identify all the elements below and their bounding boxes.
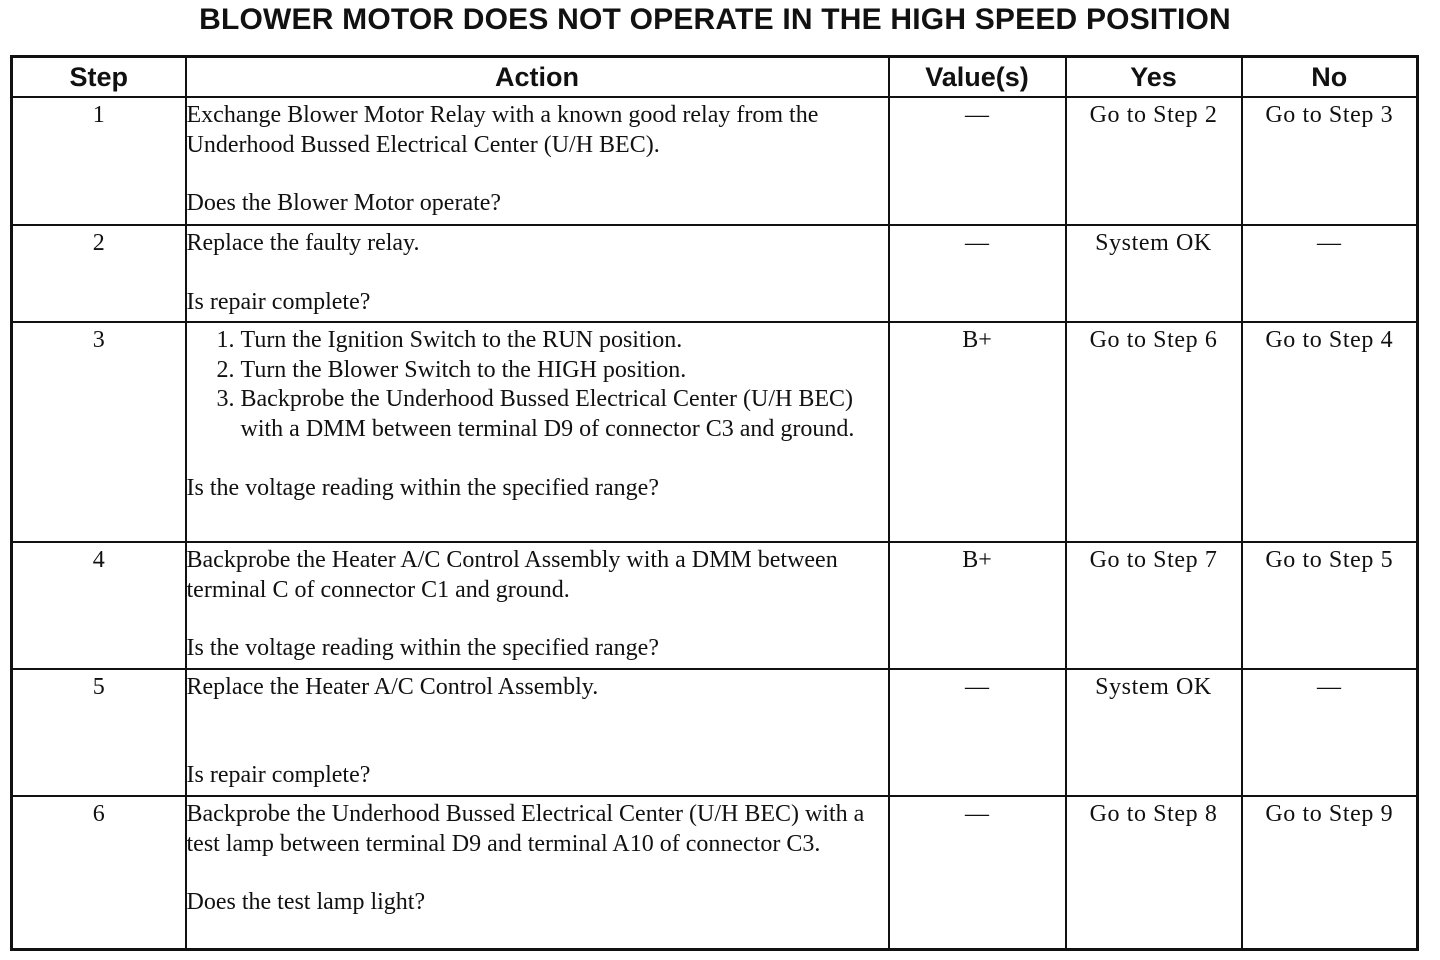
- step-number: 4: [12, 542, 186, 669]
- no-cell: Go to Step 4: [1242, 322, 1418, 542]
- column-header-yes: Yes: [1066, 57, 1242, 98]
- yes-cell: Go to Step 2: [1066, 97, 1242, 225]
- no-cell: —: [1242, 225, 1418, 322]
- action-text: Exchange Blower Motor Relay with a known good relay from the Underhood Bussed Electrical Center (U/H BEC).: [186, 102, 819, 158]
- page-title: BLOWER MOTOR DOES NOT OPERATE IN THE HIGH SPEED POSITION: [199, 3, 1231, 36]
- step-number: 5: [12, 669, 186, 796]
- action-list-item: 1. Turn the Ignition Switch to the RUN position.: [241, 326, 888, 356]
- action-text: Backprobe the Underhood Bussed Electrical Center (U/H BEC) with a test lamp between terminal D9 and terminal A10 of connector C3.: [186, 801, 865, 857]
- table-row: [12, 322, 1418, 542]
- action-question: Is the voltage reading within the specified range?: [186, 475, 659, 501]
- no-cell: Go to Step 3: [1242, 97, 1418, 225]
- action-text: Backprobe the Heater A/C Control Assembly with a DMM between terminal C of connector C1 and ground.: [186, 547, 838, 603]
- action-cell: [186, 322, 889, 542]
- action-step-list: [187, 326, 888, 444]
- value-cell: B+: [889, 322, 1066, 542]
- value-cell: —: [889, 796, 1066, 949]
- table-row: [12, 669, 1418, 796]
- table-header-row: [12, 57, 1418, 98]
- column-header-step: Step: [12, 57, 186, 98]
- value-cell: B+: [889, 542, 1066, 669]
- yes-cell: Go to Step 7: [1066, 542, 1242, 669]
- action-question: Is repair complete?: [186, 761, 371, 788]
- action-cell: [186, 542, 889, 669]
- no-cell: Go to Step 5: [1242, 542, 1418, 669]
- action-text: Replace the faulty relay.: [186, 230, 420, 256]
- action-list-item: 2. Turn the Blower Switch to the HIGH position.: [241, 356, 888, 386]
- value-cell: —: [889, 97, 1066, 225]
- diagnostic-table: [10, 55, 1419, 951]
- table-row: [12, 225, 1418, 322]
- yes-cell: Go to Step 6: [1066, 322, 1242, 542]
- yes-cell: Go to Step 8: [1066, 796, 1242, 949]
- action-cell: [186, 796, 889, 949]
- action-question: Is the voltage reading within the specified range?: [186, 635, 659, 661]
- step-number: 3: [12, 322, 186, 542]
- action-cell: [186, 225, 889, 322]
- action-question: Is repair complete?: [186, 288, 371, 315]
- action-list-item: 3. Backprobe the Underhood Bussed Electrical Center (U/H BEC) with a DMM between terminal D9 of connector C3 and ground.: [241, 385, 888, 444]
- yes-cell: System OK: [1066, 669, 1242, 796]
- value-cell: —: [889, 669, 1066, 796]
- column-header-values: Value(s): [889, 57, 1066, 98]
- step-number: 2: [12, 225, 186, 322]
- action-question: Does the Blower Motor operate?: [186, 190, 502, 216]
- yes-cell: System OK: [1066, 225, 1242, 322]
- action-cell: [186, 97, 889, 225]
- no-cell: Go to Step 9: [1242, 796, 1418, 949]
- table-row: [12, 796, 1418, 949]
- no-cell: —: [1242, 669, 1418, 796]
- action-cell: [186, 669, 889, 796]
- column-header-action: Action: [186, 57, 889, 98]
- table-row: [12, 542, 1418, 669]
- column-header-no: No: [1242, 57, 1418, 98]
- action-text: Replace the Heater A/C Control Assembly.: [186, 674, 599, 700]
- step-number: 1: [12, 97, 186, 225]
- step-number: 6: [12, 796, 186, 949]
- action-question: Does the test lamp light?: [186, 889, 426, 915]
- value-cell: —: [889, 225, 1066, 322]
- table-row: [12, 97, 1418, 225]
